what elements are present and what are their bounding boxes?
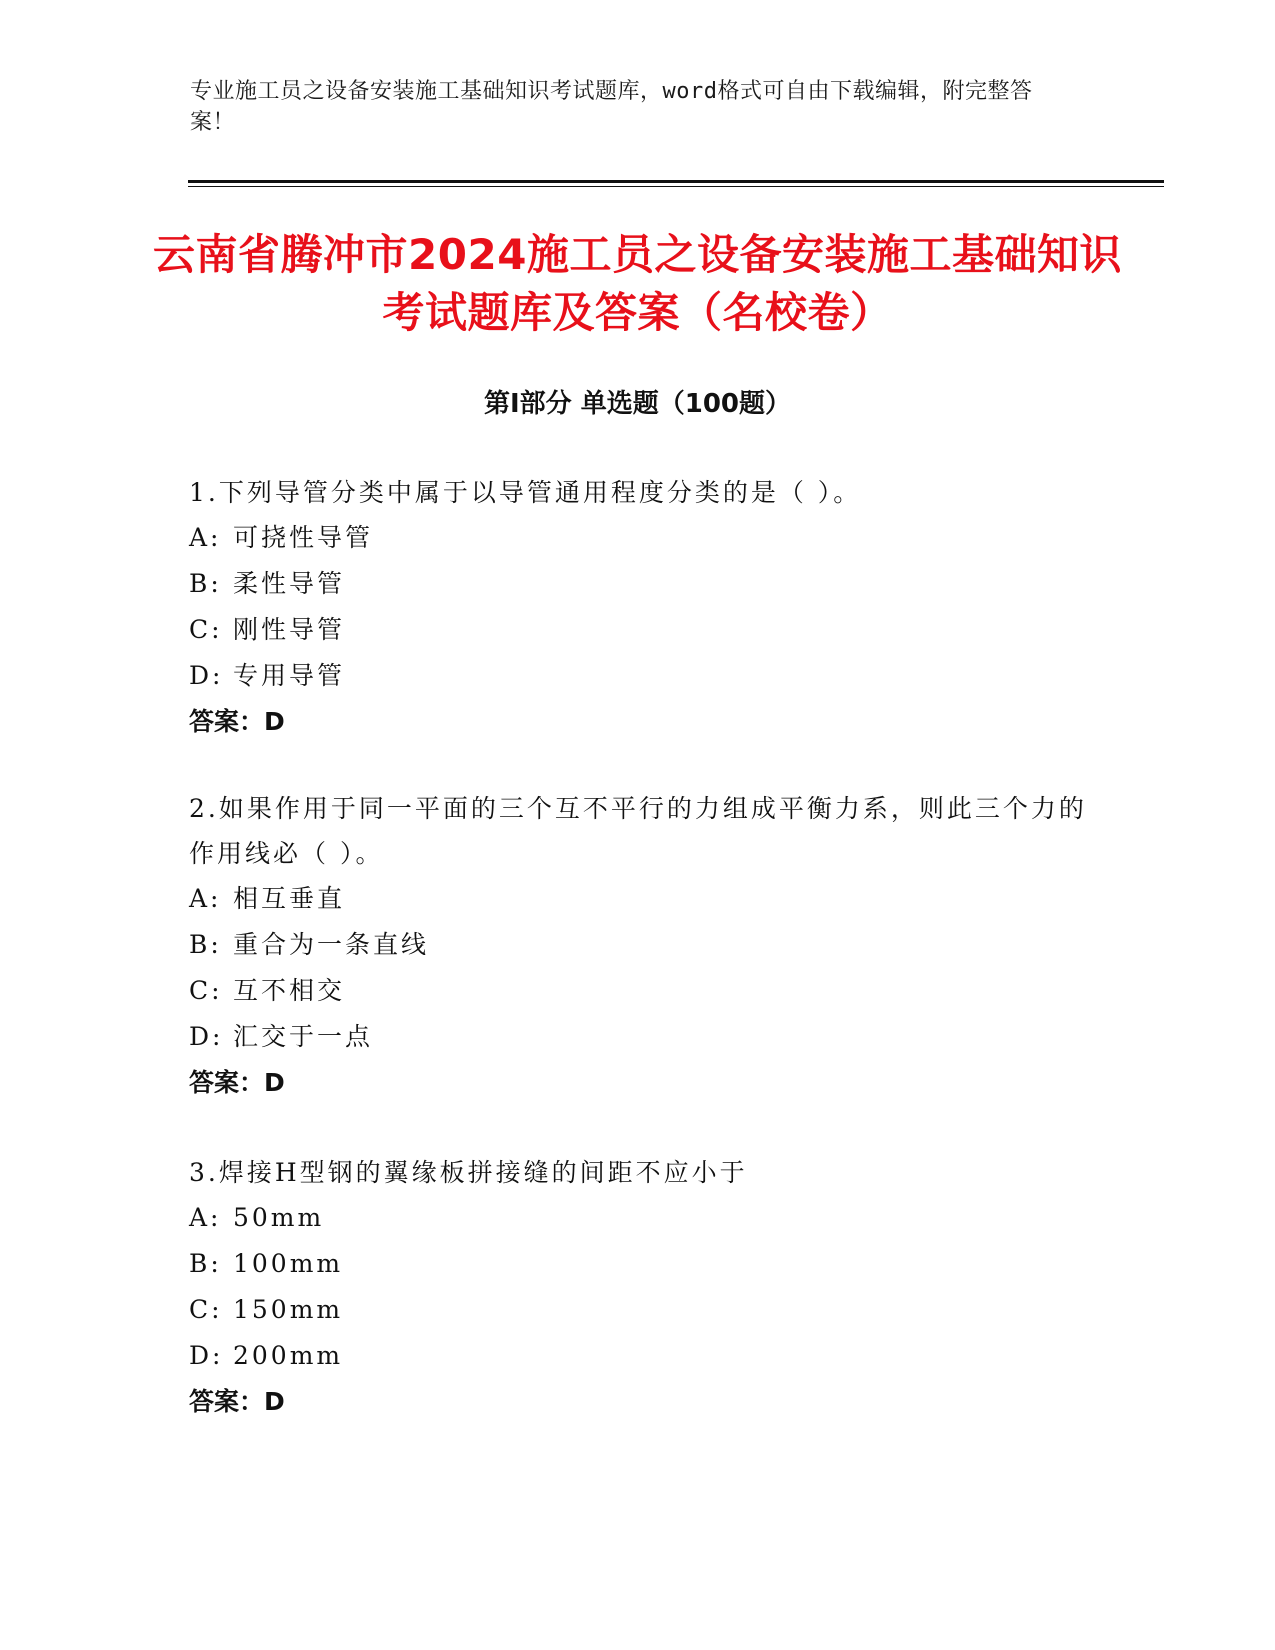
option-letter: C: [189, 615, 223, 644]
option-letter: D: [189, 1341, 224, 1370]
option-a [189, 876, 1089, 922]
answer: 答案：D [189, 707, 285, 736]
option-text: 汇交于一点 [233, 1022, 374, 1051]
header-divider-thick [188, 180, 1164, 183]
option-letter: B: [189, 1249, 222, 1278]
option-letter: B: [189, 569, 222, 598]
option-c [189, 1287, 1089, 1333]
document-title: 云南省腾冲市2024施工员之设备安装施工基础知识考试题库及答案（名校卷） [153, 230, 1122, 337]
option-text: 200mm [233, 1341, 344, 1370]
option-a [189, 1195, 1089, 1241]
option-text: 专用导管 [233, 661, 346, 690]
question-text: 1.下列导管分类中属于以导管通用程度分类的是（ ）。 [189, 478, 862, 507]
option-text: 重合为一条直线 [233, 930, 430, 959]
option-d [189, 1014, 1089, 1060]
option-c [189, 607, 1089, 653]
option-letter: A: [189, 1203, 222, 1232]
option-text: 150mm [233, 1295, 344, 1324]
option-text: 100mm [233, 1249, 344, 1278]
option-a [189, 515, 1089, 561]
question-3 [189, 1150, 1089, 1425]
option-text: 刚性导管 [233, 615, 346, 644]
question-1 [189, 470, 1089, 745]
option-b [189, 922, 1089, 968]
option-letter: D: [189, 1022, 224, 1051]
option-letter: D: [189, 661, 224, 690]
option-text: 50mm [233, 1203, 325, 1232]
option-d [189, 1333, 1089, 1379]
header-divider-thin [188, 186, 1164, 187]
question-text: 3.焊接H型钢的翼缘板拼接缝的间距不应小于 [189, 1158, 748, 1187]
option-c [189, 968, 1089, 1014]
option-text: 柔性导管 [233, 569, 346, 598]
option-letter: A: [189, 523, 222, 552]
option-letter: A: [189, 884, 222, 913]
header-note: 专业施工员之设备安装施工基础知识考试题库，word格式可自由下载编辑，附完整答案！ [190, 79, 1033, 135]
question-text: 2.如果作用于同一平面的三个互不平行的力组成平衡力系，则此三个力的作用线必（ ）。 [189, 794, 1087, 868]
option-letter: C: [189, 1295, 223, 1324]
section-title: 第Ⅰ部分 单选题（100题） [484, 389, 791, 419]
option-text: 互不相交 [233, 976, 346, 1005]
option-letter: C: [189, 976, 223, 1005]
option-letter: B: [189, 930, 222, 959]
question-2 [189, 786, 1089, 1106]
option-b [189, 1241, 1089, 1287]
answer: 答案：D [189, 1387, 285, 1416]
answer: 答案：D [189, 1068, 285, 1097]
option-b [189, 561, 1089, 607]
option-text: 可挠性导管 [233, 523, 374, 552]
option-d [189, 653, 1089, 699]
option-text: 相互垂直 [233, 884, 346, 913]
